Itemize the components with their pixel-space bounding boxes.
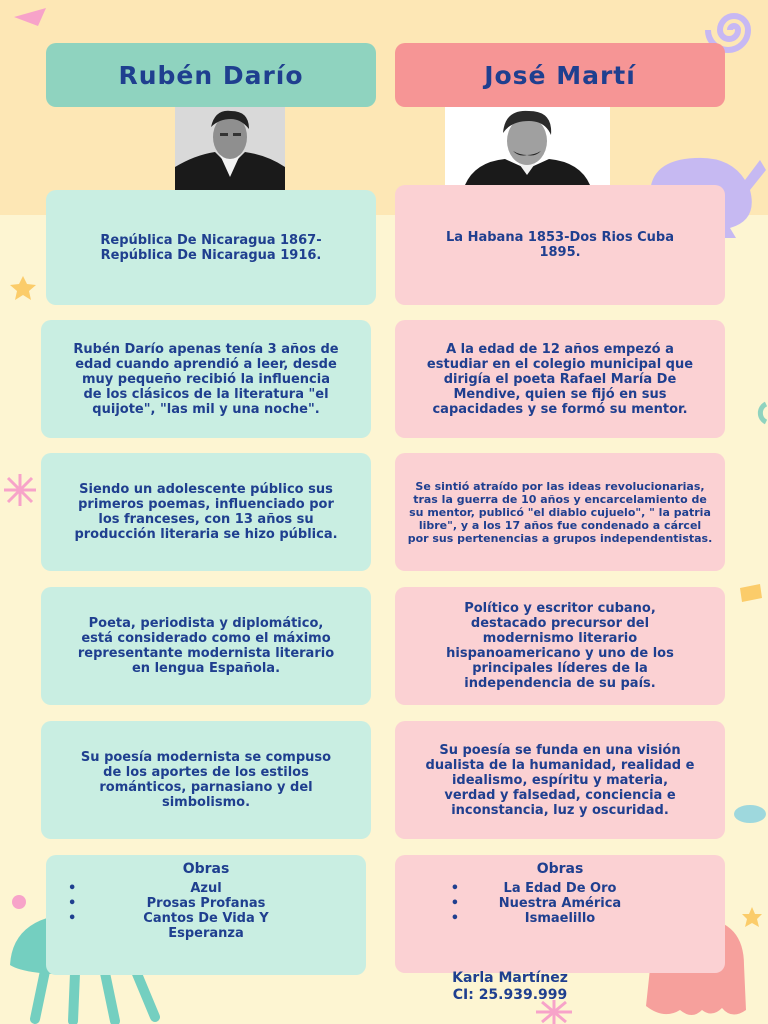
marti-childhood-card (395, 320, 725, 438)
marti-works-list (450, 881, 629, 926)
ruben-childhood-card (41, 320, 371, 438)
work-title: Ismaelillo (524, 911, 596, 926)
work-title: Azul (190, 881, 222, 896)
portrait-ruben-dario (175, 107, 285, 190)
list-item (450, 896, 629, 911)
work-title: Cantos De Vida Y Esperanza (143, 911, 269, 941)
bullet: • (450, 911, 460, 926)
dot-decoration (6, 892, 32, 912)
list-item (68, 896, 304, 911)
arc-decoration (748, 400, 768, 426)
bullet: • (68, 896, 77, 911)
ruben-adolescence-card (41, 453, 371, 571)
ruben-poetry-card (41, 721, 371, 839)
marti-birth-card (395, 185, 725, 305)
cloud-decoration (728, 800, 768, 826)
marti-adolescence-text: Se sintió atraído por las ideas revolucionarias, tras la guerra de 10 años y encarcelamiento de su mentor, publicó "el diablo cujuelo", " la patria libre", y a los 17 años fue condenado a cárcel por sus pertenencias a grupos independentistas. (407, 479, 713, 545)
list-item (450, 881, 629, 896)
title-jose-marti (395, 43, 725, 107)
list-item (450, 911, 629, 926)
marti-poetry-card (395, 721, 725, 839)
ruben-childhood-text: Rubén Darío apenas tenía 3 años de edad cuando aprendió a leer, desde muy pequeño recibió la influencia de los clásicos de la literatura "el quijote", "las mil y una noche". (73, 341, 339, 417)
bullet: • (450, 881, 460, 896)
work-title: Prosas Profanas (146, 896, 266, 911)
ruben-works-card (46, 855, 366, 975)
star-decoration-small (740, 906, 764, 928)
author-id: CI: 25.939.999 (452, 987, 568, 1003)
bullet: • (450, 896, 460, 911)
marti-profession-text: Político y escritor cubano, destacado precursor del modernismo literario hispanoamericano y uno de los principales líderes de la independencia de su país. (446, 601, 674, 691)
work-title: Nuestra América (498, 896, 622, 911)
marti-poetry-text: Su poesía se funda en una visión dualista de la humanidad, realidad e idealismo, espíritu y materia, verdad y falsedad, conciencia e inconstancia, luz y oscuridad. (425, 742, 695, 818)
sparkle-decoration (0, 472, 40, 508)
author-footer (380, 970, 640, 1004)
bullet: • (68, 911, 77, 926)
square-decoration (736, 582, 764, 604)
marti-childhood-text: A la edad de 12 años empezó a estudiar en el colegio municipal que dirigía el poeta Rafael María De Mendive, quien se fijó en sus capacidades y se formó su mentor. (426, 341, 694, 417)
title-jose-marti-text: José Martí (484, 60, 636, 90)
ruben-works-list (68, 881, 304, 941)
author-name: Karla Martínez (452, 970, 568, 986)
ruben-poetry-text: Su poesía modernista se compuso de los aportes de los estilos románticos, parnasiano y del simbolismo. (80, 750, 332, 810)
portrait-jose-marti (445, 107, 610, 185)
ruben-works-title: Obras (182, 861, 230, 877)
ruben-adolescence-text: Siendo un adolescente público sus primeros poemas, influenciado por los franceses, con 13 años su producción literaria se hizo pública. (74, 482, 338, 542)
list-item (68, 911, 304, 941)
marti-birth-text: La Habana 1853-Dos Rios Cuba 1895. (446, 230, 674, 260)
ruben-profession-text: Poeta, periodista y diplomático, está considerado como el máximo representante modernista literario en lengua Española. (77, 616, 335, 676)
title-ruben-dario-text: Rubén Darío (118, 60, 304, 90)
marti-works-title: Obras (536, 861, 584, 877)
list-item (68, 881, 304, 896)
star-decoration (8, 275, 38, 301)
marti-profession-card (395, 587, 725, 705)
marti-adolescence-card (395, 453, 725, 571)
title-ruben-dario (46, 43, 376, 107)
ruben-birth-text: República De Nicaragua 1867-República De Nicaragua 1916. (100, 232, 322, 263)
bullet: • (68, 881, 77, 896)
marti-works-card (395, 855, 725, 973)
ruben-birth-card (46, 190, 376, 305)
ruben-profession-card (41, 587, 371, 705)
triangle-decoration (12, 6, 48, 28)
work-title: La Edad De Oro (503, 881, 617, 896)
